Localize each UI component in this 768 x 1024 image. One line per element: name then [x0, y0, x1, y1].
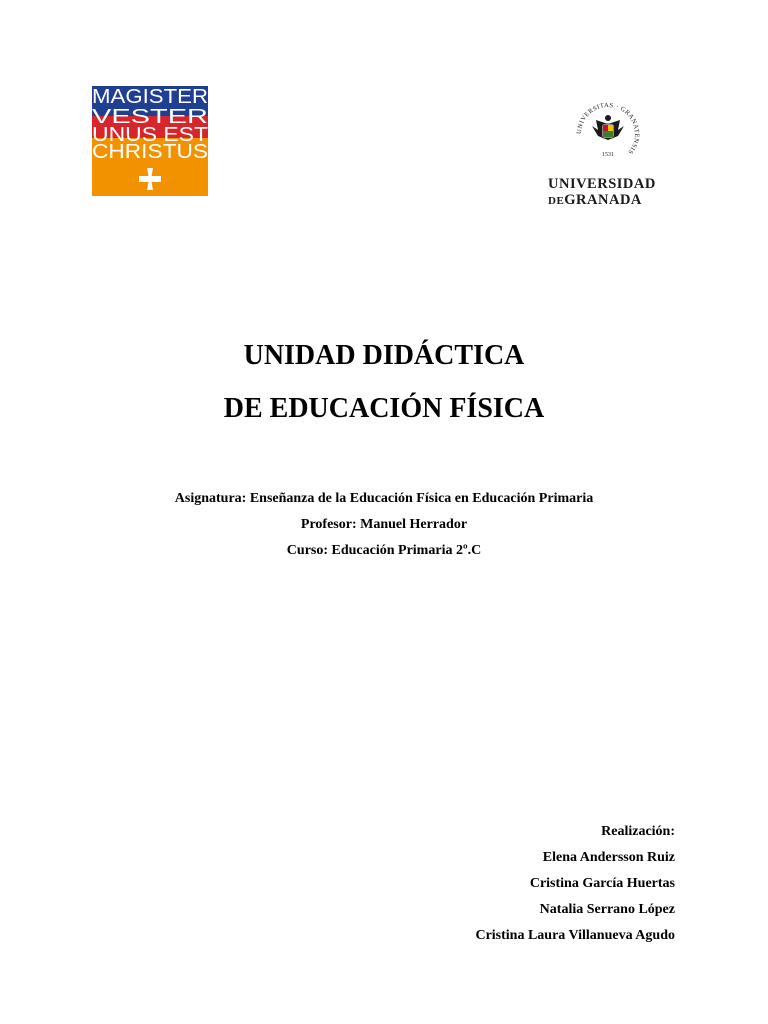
magister-vester-logo [92, 86, 208, 196]
universidad-de-granada-logo [548, 100, 670, 210]
university-seal-icon [574, 100, 642, 168]
magister-logo-graphic [92, 86, 208, 196]
author-name: Natalia Serrano López [539, 902, 675, 917]
eagle-shield-icon [592, 115, 624, 140]
professor-line: Profesor: Manuel Herrador [300, 517, 468, 532]
author-name: Cristina García Huertas [529, 876, 675, 891]
university-name-rest: GRANADA [564, 192, 642, 208]
logo-line-1: MAGISTER [92, 86, 208, 108]
logo-line-2: VESTER [92, 106, 208, 128]
document-title-line-2: DE EDUCACIÓN FÍSICA [223, 393, 545, 424]
university-name-line-2 [548, 192, 670, 209]
seal-year: 1531 [602, 152, 614, 158]
author-name: Cristina Laura Villanueva Agudo [475, 928, 675, 943]
author-name: Elena Andersson Ruiz [542, 850, 675, 865]
document-title-line-1: UNIDAD DIDÁCTICA [243, 340, 525, 371]
university-name-line-1: UNIVERSIDAD [548, 176, 656, 192]
university-name-prefix: DE [548, 195, 565, 207]
authors-heading: Realización: [601, 824, 675, 839]
course-line: Curso: Educación Primaria 2º.C [286, 543, 482, 558]
subject-line: Asignatura: Enseñanza de la Educación Física en Educación Primaria [174, 491, 594, 506]
logo-line-4: CHRISTUS [92, 141, 208, 163]
authors-block [475, 819, 675, 949]
logo-line-3: UNUS EST [92, 124, 208, 146]
seal-ring-text: UNIVERSITAS · GRANATENSIS [575, 101, 641, 156]
